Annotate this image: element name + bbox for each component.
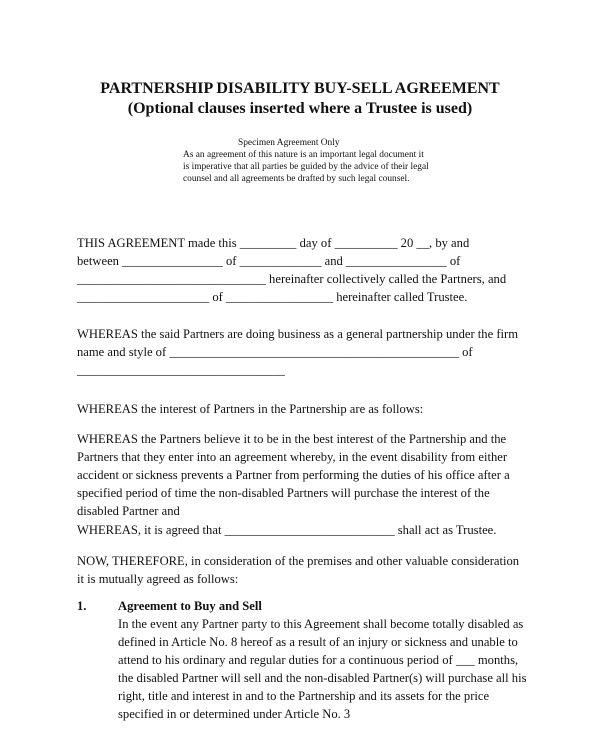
whereas-line: specified period of time the non-disabled Partners will purchase the interest of the [77, 486, 490, 500]
whereas-trustee-paragraph: WHEREAS, it is agreed that ___________________________ shall act as Trustee. [77, 523, 497, 537]
whereas-line: name and style of ______________________________________________ of [77, 345, 473, 359]
section-line: attend to his ordinary and regular duties for a continuous period of ___ months, [118, 653, 519, 667]
notice-line: is imperative that all parties be guided by the advice of their legal [183, 162, 429, 172]
notice-line: counsel and all agreements be drafted by such legal counsel. [183, 174, 410, 184]
whereas-line: _________________________________ [77, 363, 285, 377]
document-title: PARTNERSHIP DISABILITY BUY-SELL AGREEMENT [100, 80, 500, 97]
notice-heading: Specimen Agreement Only [238, 138, 340, 148]
section-heading: Agreement to Buy and Sell [118, 599, 262, 613]
intro-line: _____________________ of _________________ hereinafter called Trustee. [77, 290, 468, 304]
section-number: 1. [77, 599, 87, 613]
now-therefore-line: NOW, THEREFORE, in consideration of the premises and other valuable consideration [77, 554, 520, 568]
whereas-line: WHEREAS the said Partners are doing business as a general partnership under the firm [77, 327, 519, 341]
section-line: the disabled Partner will sell and the non-disabled Partner(s) will purchase all his [118, 671, 527, 685]
section-line: specified in or determined under Article No. 3 [118, 707, 351, 721]
document-subtitle: (Optional clauses inserted where a Trustee is used) [127, 100, 473, 117]
whereas-line: disabled Partner and [77, 504, 180, 518]
whereas-line: accident or sickness prevents a Partner from performing the duties of his office after a [77, 468, 510, 482]
intro-line: between ________________ of _____________ and ________________ of [77, 254, 461, 268]
now-therefore-line: it is mutually agreed as follows: [77, 572, 239, 586]
intro-line: ______________________________ hereinafter collectively called the Partners, and [77, 272, 507, 286]
whereas-interest-paragraph: WHEREAS the interest of Partners in the Partnership are as follows: [77, 402, 424, 416]
notice-line: As an agreement of this nature is an important legal document it [183, 150, 424, 160]
whereas-line: WHEREAS the Partners believe it to be in the best interest of the Partnership and the [77, 432, 507, 446]
section-line: defined in Article No. 8 hereof as a result of an injury or sickness and unable to [118, 635, 518, 649]
whereas-line: Partners that they enter into an agreement whereby, in the event disability from either [77, 450, 508, 464]
section-line: right, title and interest in and to the Partnership and its assets for the price [118, 689, 490, 703]
section-line: In the event any Partner party to this Agreement shall become totally disabled as [118, 617, 524, 631]
intro-line: THIS AGREEMENT made this _________ day of __________ 20 __, by and [77, 236, 470, 250]
